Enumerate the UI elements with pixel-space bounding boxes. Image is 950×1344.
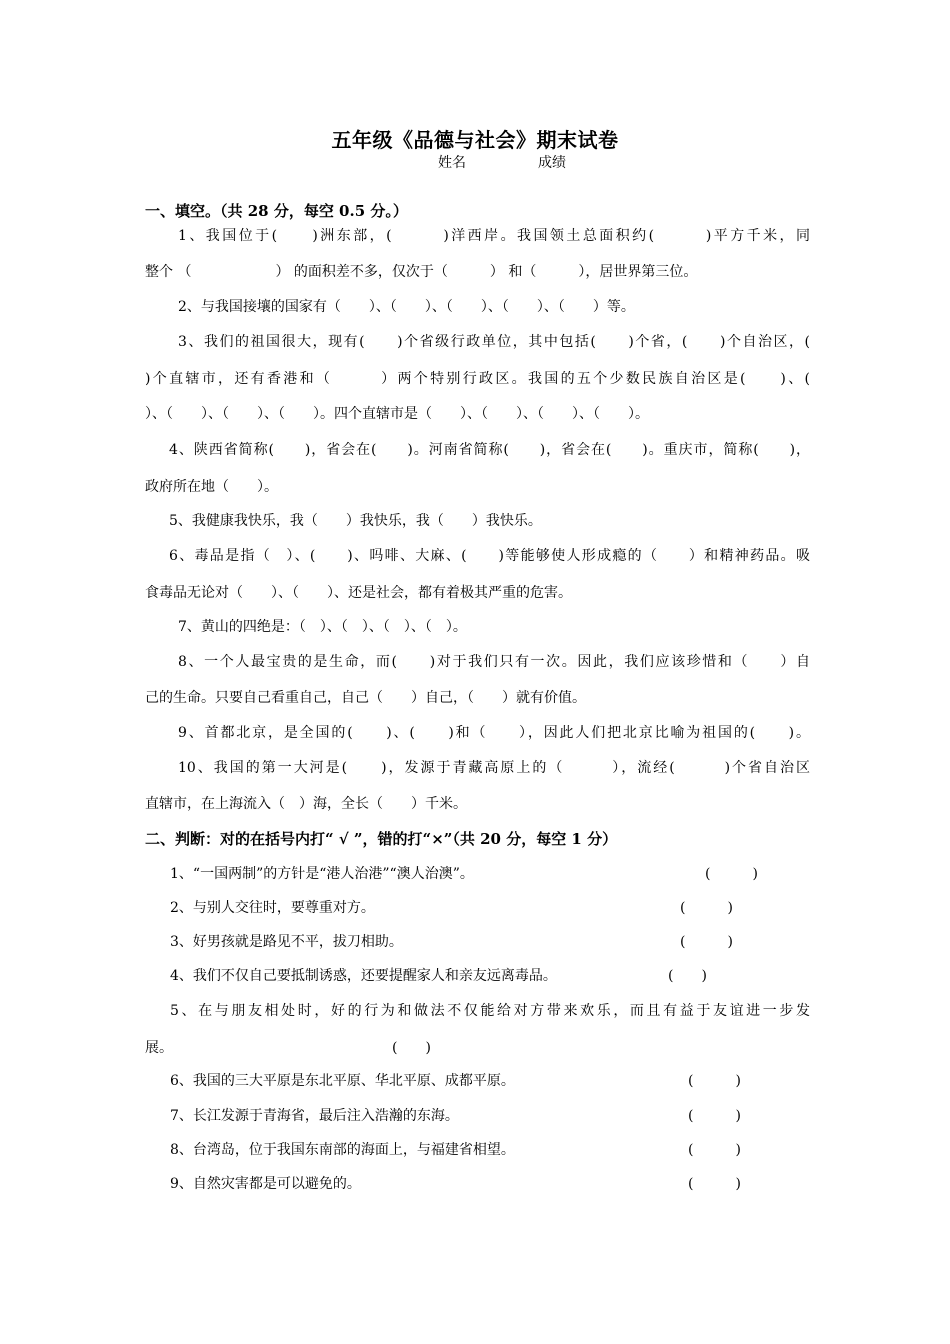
section2-heading: 二、判断：对的在括号内打“ √ ”，错的打“×”（共 20 分，每空 1 分） — [145, 830, 618, 848]
page-title: 五年级《品德与社会》期末试卷 — [331, 128, 619, 152]
fill-line: 1、我国位于( )洲东部，( )洋西岸。我国领土总面积约( )平方千米，同 — [178, 228, 810, 244]
answer-paren: ( ) — [688, 1176, 741, 1192]
judge-item: 9、自然灾害都是可以避免的。 — [170, 1176, 361, 1192]
judge-item: 2、与别人交往时，要尊重对方。 — [170, 900, 375, 916]
answer-paren: ( ) — [688, 1142, 741, 1158]
fill-line: 5、我健康我快乐，我（ ）我快乐，我（ ）我快乐。 — [169, 513, 542, 529]
fill-line: 整个 （ ） 的面积差不多，仅次于（ ） 和（ ），居世界第三位。 — [145, 264, 698, 280]
fill-line: 2、与我国接壤的国家有（ ）、（ ）、（ ）、（ ）、（ ）等。 — [178, 299, 635, 315]
judge-item-cont: 展。 — [145, 1040, 173, 1056]
fill-line: 直辖市，在上海流入（ ）海，全长（ ）千米。 — [145, 796, 467, 812]
answer-paren: ( ) — [680, 900, 733, 916]
fill-line: 10、我国的第一大河是( )，发源于青藏高原上的（ ），流经( )个省自治区 — [178, 760, 810, 776]
fill-line: )个直辖市，还有香港和（ ）两个特别行政区。我国的五个少数民族自治区是( )、( — [145, 371, 810, 387]
fill-line: 6、毒品是指（ ）、( )、吗啡、大麻、( )等能够使人形成瘾的（ ）和精神药品。吸 — [169, 548, 810, 564]
section1-heading: 一、填空。（共 28 分，每空 0.5 分。） — [145, 202, 408, 220]
fill-line: 3、我们的祖国很大，现有( )个省级行政单位，其中包括( )个省，( )个自治区，( — [178, 334, 810, 350]
judge-item: 6、我国的三大平原是东北平原、华北平原、成都平原。 — [170, 1073, 515, 1089]
answer-paren: ( ) — [392, 1040, 431, 1056]
judge-item: 3、好男孩就是路见不平，拔刀相助。 — [170, 934, 403, 950]
fill-line: 7、黄山的四绝是：（ ）、（ ）、（ ）、（ ）。 — [178, 619, 467, 635]
fill-line: 4、陕西省简称( )，省会在( )。河南省简称( )，省会在( )。重庆市，简称( )， — [169, 442, 810, 458]
answer-paren: ( ) — [705, 866, 758, 882]
answer-paren: ( ) — [680, 934, 733, 950]
answer-paren: ( ) — [688, 1108, 741, 1124]
fill-line: 9、首都北京，是全国的( )、( )和（ ），因此人们把北京比喻为祖国的( )。 — [178, 725, 810, 741]
score-label: 成绩 — [538, 155, 566, 171]
fill-line: ）、（ ）、（ ）、（ ）。四个直辖市是（ ）、（ ）、（ ）、（ ）。 — [145, 406, 649, 422]
judge-item: 4、我们不仅自己要抵制诱惑，还要提醒家人和亲友远离毒品。 — [170, 968, 557, 984]
judge-item: 5、在与朋友相处时，好的行为和做法不仅能给对方带来欢乐，而且有益于友谊进一步发 — [170, 1003, 810, 1019]
answer-paren: ( ) — [688, 1073, 741, 1089]
fill-line: 政府所在地（ ）。 — [145, 479, 278, 495]
fill-line: 己的生命。只要自己看重自己，自己（ ）自己，（ ）就有价值。 — [145, 690, 586, 706]
answer-paren: ( ) — [668, 968, 707, 984]
name-label: 姓名 — [438, 155, 466, 171]
fill-line: 8、一个人最宝贵的是生命，而( )对于我们只有一次。因此，我们应该珍惜和（ ）自 — [178, 654, 810, 670]
judge-item: 7、长江发源于青海省，最后注入浩瀚的东海。 — [170, 1108, 459, 1124]
judge-item: 1、“一国两制”的方针是“港人治港”“澳人治澳”。 — [170, 866, 474, 882]
fill-line: 食毒品无论对（ ）、（ ）、还是社会，都有着极其严重的危害。 — [145, 585, 572, 601]
judge-item: 8、台湾岛，位于我国东南部的海面上，与福建省相望。 — [170, 1142, 515, 1158]
